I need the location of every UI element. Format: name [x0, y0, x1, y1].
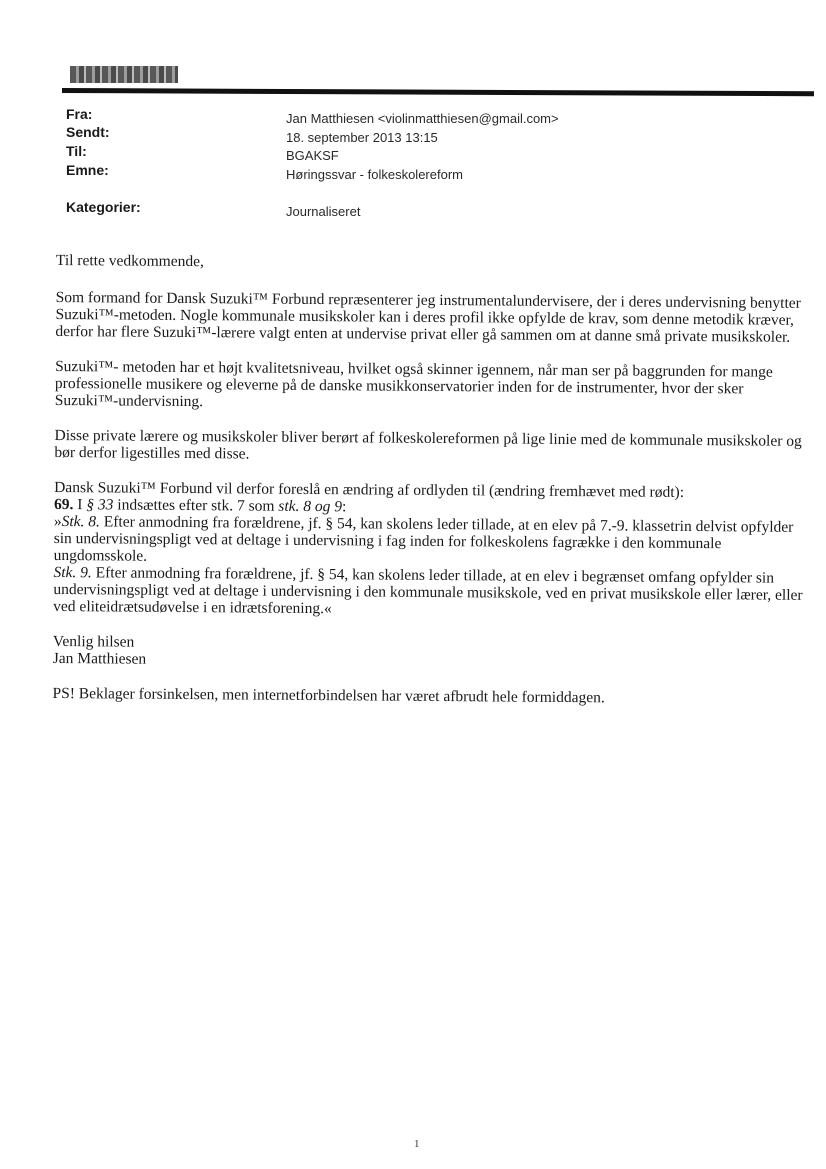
- proposal-intro: Dansk Suzuki™ Forbund vil derfor foreslå en ændring af ordlyden til (ændring fremhævet med rødt):: [54, 478, 685, 501]
- categories-label: Kategorier:: [66, 199, 141, 215]
- postscript: PS! Beklager forsinkelsen, men internetforbindelsen har været afbrudt hele formiddagen.: [52, 684, 605, 707]
- header-rule: [62, 88, 814, 96]
- page-number: 1: [414, 1138, 420, 1150]
- to-value: BGAKSF: [286, 148, 339, 163]
- proposal-stk-ref: stk. 8 og 9: [278, 497, 343, 516]
- paragraph-equality: Disse private lærere og musikskoler bliver berørt af folkeskolereformen på lige linie med de kommunale musikskoler og bør derfor ligestilles med disse.: [54, 426, 802, 463]
- proposal-block: [53, 479, 804, 621]
- letter-body: [52, 252, 806, 708]
- closing: Venlig hilsen: [52, 632, 135, 651]
- stk8-open-quote: »: [53, 512, 62, 531]
- redacted-name-block: [70, 66, 178, 83]
- header-row-to: [66, 143, 766, 163]
- proposal-line-mid: indsættes efter stk. 7 som: [113, 496, 279, 515]
- proposal-section-ref: § 33: [86, 496, 114, 514]
- header-row-from: [66, 106, 766, 126]
- stk8-text: Efter anmodning fra forældrene, jf. § 54, kan skolens leder tillade, at en elev på 7.-9. klassetrin delvist opfylder sin undervisningspligt ved at deltage i undervisning i fag inden for folkeskolens fagrække i den kommunale ungdomsskole.: [53, 513, 794, 565]
- stk9-label: Stk. 9.: [53, 563, 92, 582]
- categories-value: Journaliseret: [286, 204, 361, 219]
- from-value: Jan Matthiesen <violinmatthiesen@gmail.com>: [286, 111, 559, 126]
- header-row-subject: [66, 162, 766, 182]
- proposal-stk8: [54, 513, 804, 570]
- stk8-label: Stk. 8.: [61, 513, 101, 531]
- from-label: Fra:: [66, 106, 93, 122]
- to-label: Til:: [66, 143, 87, 159]
- paragraph-intro: Som formand for Dansk Suzuki™ Forbund repræsenterer jeg instrumentalundervisere, der i deres undervisning benytter Suzuki™-metoden. Nogle kommunale musikskoler kan i deres profil ikke opfylde de krav, som denne metodik kræver, derfor har flere Suzuki™-lærere valgt enten at undervise privat eller gå sammen om at danne små private musikskoler.: [55, 288, 801, 346]
- sent-label: Sendt:: [66, 124, 110, 140]
- header-row-categories: [66, 199, 766, 219]
- subject-label: Emne:: [66, 162, 109, 178]
- proposal-line-start: I: [73, 496, 87, 514]
- header-row-sent: [66, 124, 766, 144]
- subject-value: Høringssvar - folkeskolereform: [286, 167, 463, 182]
- signature: Jan Matthiesen: [52, 649, 147, 668]
- paragraph-quality: Suzuki™- metoden har et højt kvalitetsniveau, hvilket også skinner igennem, når man ser på baggrunden for mange professionelle musikere og eleverne på de danske musikkonservatorier inden for de instrumenter, hvor der sker Suzuki™-undervisning.: [54, 357, 773, 411]
- stk9-text: Efter anmodning fra forældrene, jf. § 54, kan skolens leder tillade, at en elev i begrænset omfang opfylder sin undervisningspligt ved at deltage i undervisning i den kommunale musikskole, ved en privat musikskole eller lærer, eller ved eliteidrætsudøvelse i en idrætsforening.«: [53, 564, 803, 618]
- proposal-stk9: [53, 564, 803, 621]
- proposal-line-end: :: [341, 498, 347, 516]
- salutation: Til rette vedkommende,: [55, 252, 204, 271]
- sent-value: 18. september 2013 13:15: [286, 130, 438, 145]
- proposal-item-number: 69.: [53, 495, 74, 514]
